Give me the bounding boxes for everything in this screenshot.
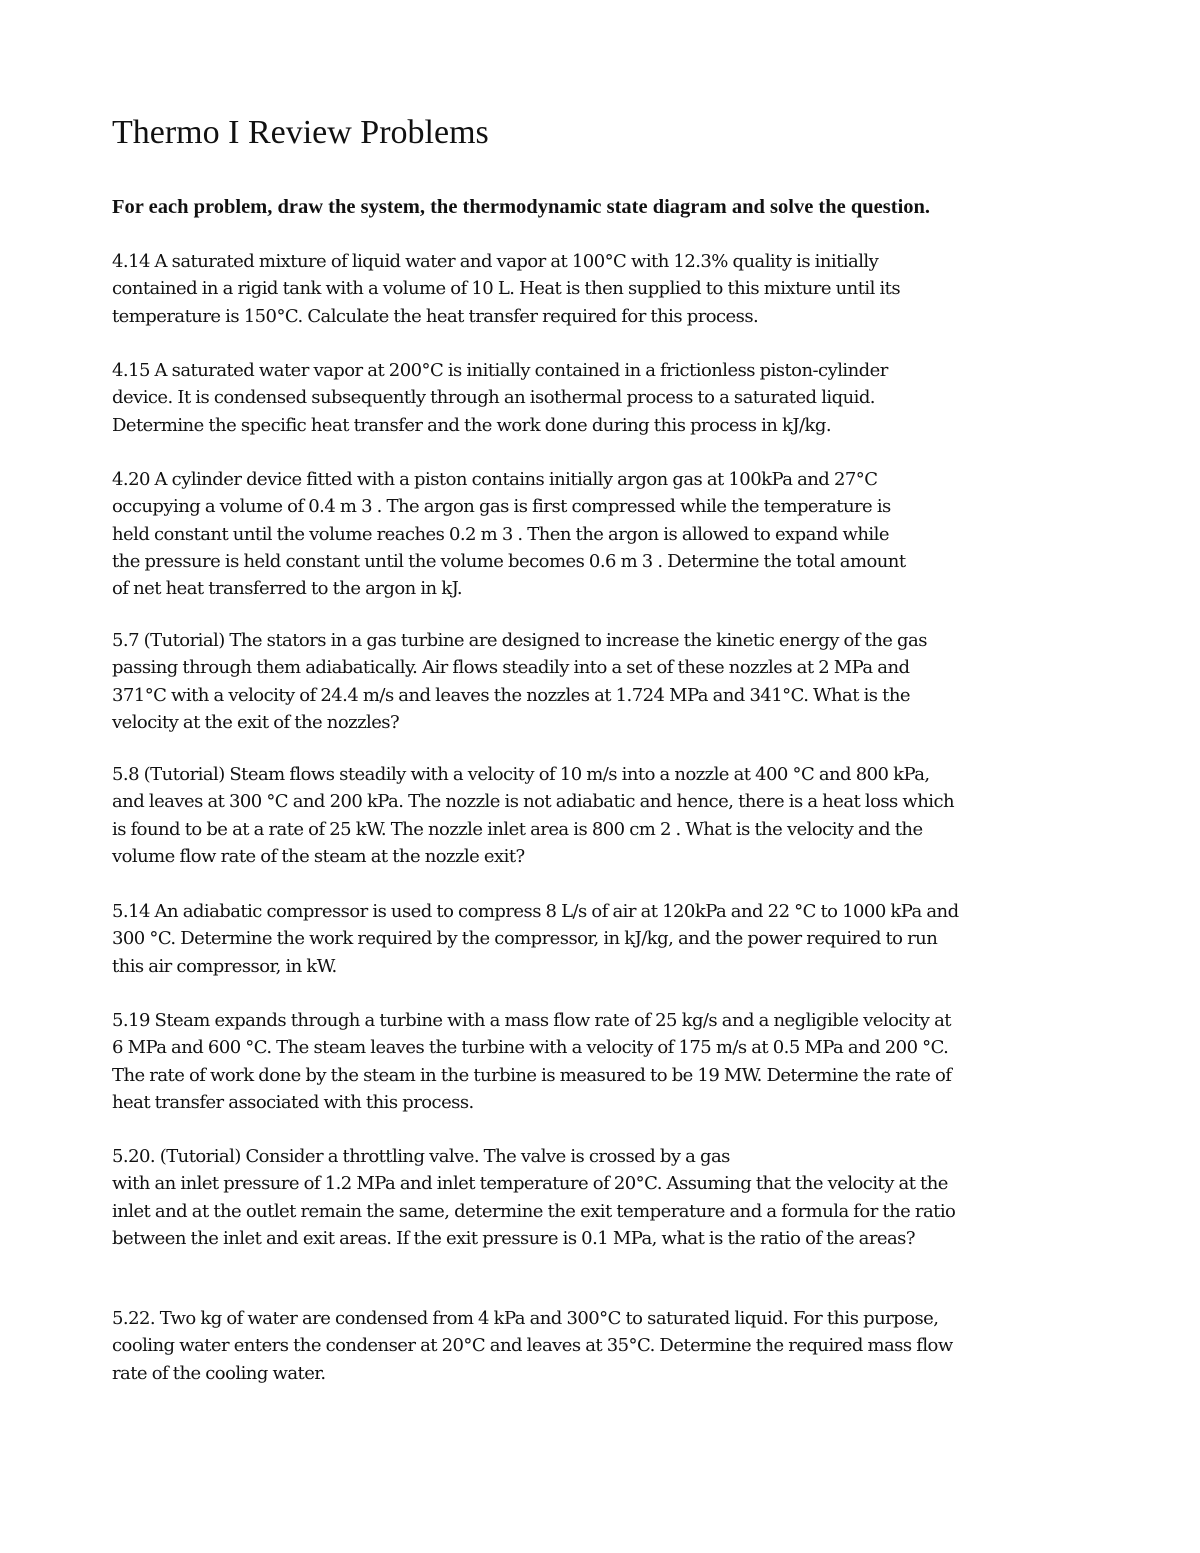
problem-line: 5.19 Steam expands through a turbine with a mass flow rate of 25 kg/s and a negligible velocity at — [112, 1010, 951, 1031]
problem-line: passing through them adiabatically. Air flows steadily into a set of these nozzles at 2 MPa and — [112, 657, 910, 679]
problem-line: held constant until the volume reaches 0.2 m 3 . Then the argon is allowed to expand while — [112, 523, 889, 545]
problem-line: cooling water enters the condenser at 20°C and leaves at 35°C. Determine the required mass flow — [112, 1335, 953, 1357]
problem-line: 4.20 A cylinder device fitted with a piston contains initially argon gas at 100kPa and 27°C — [112, 469, 878, 490]
problem-line: is found to be at a rate of 25 kW. The nozzle inlet area is 800 cm 2 . What is the velocity and the — [112, 818, 923, 840]
problem-line: The rate of work done by the steam in the turbine is measured to be 19 MW. Determine the rate of — [112, 1064, 952, 1086]
problem-line: rate of the cooling water. — [112, 1362, 326, 1384]
problem-4-14 — [112, 248, 900, 330]
problem-line: with an inlet pressure of 1.2 MPa and inlet temperature of 20°C. Assuming that the velocity at the — [112, 1173, 948, 1195]
problem-line: the pressure is held constant until the volume becomes 0.6 m 3 . Determine the total amount — [112, 550, 906, 572]
problem-line: temperature is 150°C. Calculate the heat transfer required for this process. — [112, 305, 759, 327]
document-title: Thermo I Review Problems — [112, 114, 489, 151]
problem-5-7 — [112, 627, 927, 736]
problem-line: 300 °C. Determine the work required by the compressor, in kJ/kg, and the power required to run — [112, 928, 938, 950]
problem-line: 5.20. (Tutorial) Consider a throttling valve. The valve is crossed by a gas — [112, 1146, 730, 1167]
problem-line: Determine the specific heat transfer and the work done during this process in kJ/kg. — [112, 414, 832, 436]
problem-5-14 — [112, 898, 959, 980]
problem-line: 4.14 A saturated mixture of liquid water and vapor at 100°C with 12.3% quality is initially — [112, 251, 879, 272]
problem-line: 4.15 A saturated water vapor at 200°C is initially contained in a frictionless piston-cylinder — [112, 360, 888, 381]
problem-line: 371°C with a velocity of 24.4 m/s and leaves the nozzles at 1.724 MPa and 341°C. What is the — [112, 684, 910, 706]
problem-line: 5.7 (Tutorial) The stators in a gas turbine are designed to increase the kinetic energy of the gas — [112, 630, 927, 651]
problem-line: heat transfer associated with this process. — [112, 1091, 474, 1113]
problem-line: 5.14 An adiabatic compressor is used to compress 8 L/s of air at 120kPa and 22 °C to 1000 kPa and — [112, 901, 959, 922]
problem-5-22 — [112, 1305, 953, 1387]
problem-line: inlet and at the outlet remain the same, determine the exit temperature and a formula for the ratio — [112, 1200, 956, 1222]
problem-line: this air compressor, in kW. — [112, 955, 337, 977]
problem-line: and leaves at 300 °C and 200 kPa. The nozzle is not adiabatic and hence, there is a heat loss which — [112, 791, 955, 813]
problem-4-20 — [112, 466, 906, 602]
problem-line: occupying a volume of 0.4 m 3 . The argon gas is first compressed while the temperature is — [112, 496, 891, 518]
problem-line: 5.8 (Tutorial) Steam flows steadily with a velocity of 10 m/s into a nozzle at 400 °C and 800 kPa, — [112, 764, 930, 785]
problem-line: between the inlet and exit areas. If the exit pressure is 0.1 MPa, what is the ratio of the areas? — [112, 1227, 915, 1249]
problem-5-8 — [112, 761, 954, 870]
problem-4-15 — [112, 357, 888, 439]
problem-line: volume flow rate of the steam at the nozzle exit? — [112, 845, 525, 867]
problem-line: 5.22. Two kg of water are condensed from 4 kPa and 300°C to saturated liquid. For this purpose, — [112, 1308, 939, 1329]
problem-line: contained in a rigid tank with a volume of 10 L. Heat is then supplied to this mixture until its — [112, 278, 901, 300]
problem-5-19 — [112, 1007, 951, 1116]
problem-5-20 — [112, 1143, 955, 1252]
instruction-text: For each problem, draw the system, the thermodynamic state diagram and solve the question. — [112, 196, 931, 218]
problem-line: device. It is condensed subsequently through an isothermal process to a saturated liquid. — [112, 387, 875, 409]
problem-line: of net heat transferred to the argon in kJ. — [112, 578, 463, 600]
problem-line: velocity at the exit of the nozzles? — [112, 711, 400, 733]
problem-line: 6 MPa and 600 °C. The steam leaves the turbine with a velocity of 175 m/s at 0.5 MPa and 200 °C. — [112, 1037, 949, 1059]
